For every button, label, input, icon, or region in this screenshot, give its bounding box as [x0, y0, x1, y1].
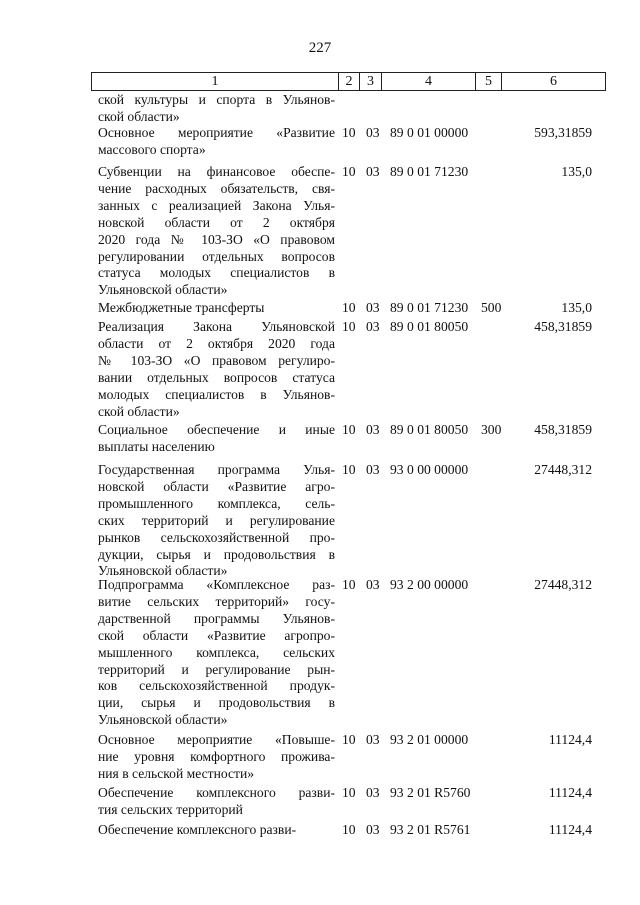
- cell-c2: 10: [342, 300, 356, 315]
- row-name-line: Реализация Закона Ульяновской: [98, 319, 335, 334]
- row-name-line: тия сельских территорий: [98, 801, 243, 817]
- header-col-6: 6: [502, 73, 606, 91]
- row-name: [98, 577, 335, 729]
- cell-c4: 89 0 01 71230: [390, 300, 469, 315]
- cell-c4: 93 2 00 00000: [390, 577, 469, 592]
- page-number: 227: [308, 40, 332, 56]
- cell-c3: 03: [366, 577, 380, 592]
- row-name-line: промышленного комплекса, сель-: [98, 495, 335, 511]
- row-name: [98, 732, 335, 783]
- header-col-2: 2: [339, 73, 360, 91]
- cell-c4: 93 2 01 R5760: [390, 785, 471, 800]
- cell-c5: 300: [481, 422, 502, 437]
- row-name-line: чение расходных обязательств, свя-: [98, 180, 335, 196]
- cell-c3: 03: [366, 422, 380, 437]
- cell-c3: 03: [366, 300, 380, 315]
- row-name-line: дукции, сырья и продовольствия в: [98, 546, 335, 562]
- cell-c4: 89 0 01 71230: [390, 164, 469, 179]
- cell-c2: 10: [342, 462, 356, 477]
- row-name-line: ской культуры и спорта в Ульянов-: [98, 92, 335, 107]
- row-name-line: Ульяновской области»: [98, 712, 228, 728]
- row-name-line: Государственная программа Улья-: [98, 462, 335, 477]
- cell-c6: 135,0: [561, 300, 592, 315]
- row-name-line: дарственной программы Ульянов-: [98, 610, 335, 626]
- row-name-line: ской области»: [98, 403, 180, 419]
- cell-c6: 458,31859: [534, 422, 592, 437]
- row-name-line: мышленного комплекса, сельских: [98, 644, 335, 660]
- row-name-line: Подпрограмма «Комплексное раз-: [98, 577, 335, 592]
- row-name: [98, 125, 335, 159]
- row-name-line: новской области «Развитие агро-: [98, 478, 335, 494]
- cell-c6: 27448,312: [534, 462, 592, 477]
- row-name-line: выплаты населению: [98, 438, 215, 454]
- cell-c4: 93 2 01 R5761: [390, 822, 471, 837]
- row-name-line: ния в сельской местности»: [98, 765, 255, 781]
- cell-c3: 03: [366, 164, 380, 179]
- row-name-line: занных с реализацией Закона Улья-: [98, 197, 335, 213]
- row-name-line: ции, сырья и продовольствия в: [98, 695, 335, 711]
- row-name-line: молодых специалистов в Ульянов-: [98, 386, 335, 402]
- row-name: [98, 300, 335, 317]
- row-name-line: ских территорий и регулирование: [98, 512, 335, 528]
- cell-c3: 03: [366, 319, 380, 334]
- cell-c4: 89 0 01 80050: [390, 319, 469, 334]
- header-col-3: 3: [360, 73, 382, 91]
- cell-c3: 03: [366, 785, 380, 800]
- cell-c2: 10: [342, 822, 356, 837]
- row-name-line: Ульяновской области»: [98, 563, 228, 579]
- table-header: [91, 72, 606, 91]
- row-name-line: ской области «Развитие агропро-: [98, 627, 335, 643]
- row-name-line: Социальное обеспечение и иные: [98, 422, 335, 437]
- row-name-line: регулировании отдельных вопросов: [98, 248, 335, 264]
- row-name-line: Межбюджетные трансферты: [98, 300, 265, 315]
- cell-c6: 593,31859: [534, 125, 592, 140]
- cell-c3: 03: [366, 125, 380, 140]
- row-name-line: массового спорта»: [98, 141, 206, 157]
- row-name-line: витие сельских территорий» госу-: [98, 593, 335, 609]
- cell-c4: 93 2 01 00000: [390, 732, 469, 747]
- row-name-line: рынков сельскохозяйственной про-: [98, 529, 335, 545]
- row-name-line: статуса молодых специалистов в: [98, 265, 335, 281]
- header-col-4: 4: [382, 73, 476, 91]
- row-name-line: ков сельскохозяйственной продук-: [98, 678, 335, 694]
- row-name: [98, 422, 335, 456]
- row-name-line: 2020 года № 103-ЗО «О правовом: [98, 231, 335, 247]
- cell-c2: 10: [342, 422, 356, 437]
- row-name: [98, 462, 335, 580]
- cell-c2: 10: [342, 785, 356, 800]
- row-name-line: ние уровня комфортного прожива-: [98, 748, 335, 764]
- row-name-line: Основное мероприятие «Повыше-: [98, 732, 335, 747]
- cell-c4: 93 0 00 00000: [390, 462, 469, 477]
- cell-c6: 11124,4: [548, 732, 592, 747]
- row-name-line: Субвенции на финансовое обеспе-: [98, 164, 335, 179]
- cell-c6: 11124,4: [548, 785, 592, 800]
- cell-c3: 03: [366, 732, 380, 747]
- cell-c3: 03: [366, 822, 380, 837]
- cell-c4: 89 0 01 80050: [390, 422, 469, 437]
- row-name-line: Обеспечение комплексного разви-: [98, 822, 297, 837]
- row-name-line: территорий и регулирование рын-: [98, 661, 335, 677]
- cell-c6: 11124,4: [548, 822, 592, 837]
- cell-c6: 458,31859: [534, 319, 592, 334]
- row-name-line: Обеспечение комплексного разви-: [98, 785, 335, 800]
- row-name-line: области от 2 октября 2020 года: [98, 335, 335, 351]
- header-col-5: 5: [476, 73, 502, 91]
- row-name-line: Основное мероприятие «Развитие: [98, 125, 335, 140]
- cell-c2: 10: [342, 164, 356, 179]
- cell-c5: 500: [481, 300, 502, 315]
- row-name-line: ской области»: [98, 108, 180, 124]
- row-name: [98, 92, 335, 126]
- row-name: [98, 319, 335, 420]
- row-name-line: Ульяновской области»: [98, 282, 228, 298]
- cell-c6: 27448,312: [534, 577, 592, 592]
- cell-c2: 10: [342, 732, 356, 747]
- cell-c3: 03: [366, 462, 380, 477]
- cell-c4: 89 0 01 00000: [390, 125, 469, 140]
- cell-c2: 10: [342, 319, 356, 334]
- cell-c6: 135,0: [561, 164, 592, 179]
- cell-c2: 10: [342, 577, 356, 592]
- header-col-1: 1: [92, 73, 339, 91]
- cell-c2: 10: [342, 125, 356, 140]
- row-name: [98, 822, 335, 839]
- row-name-line: № 103-ЗО «О правовом регулиро-: [98, 352, 335, 368]
- row-name: [98, 785, 335, 819]
- row-name-line: новской области от 2 октября: [98, 214, 335, 230]
- row-name: [98, 164, 335, 299]
- row-name-line: вании отдельных вопросов статуса: [98, 369, 335, 385]
